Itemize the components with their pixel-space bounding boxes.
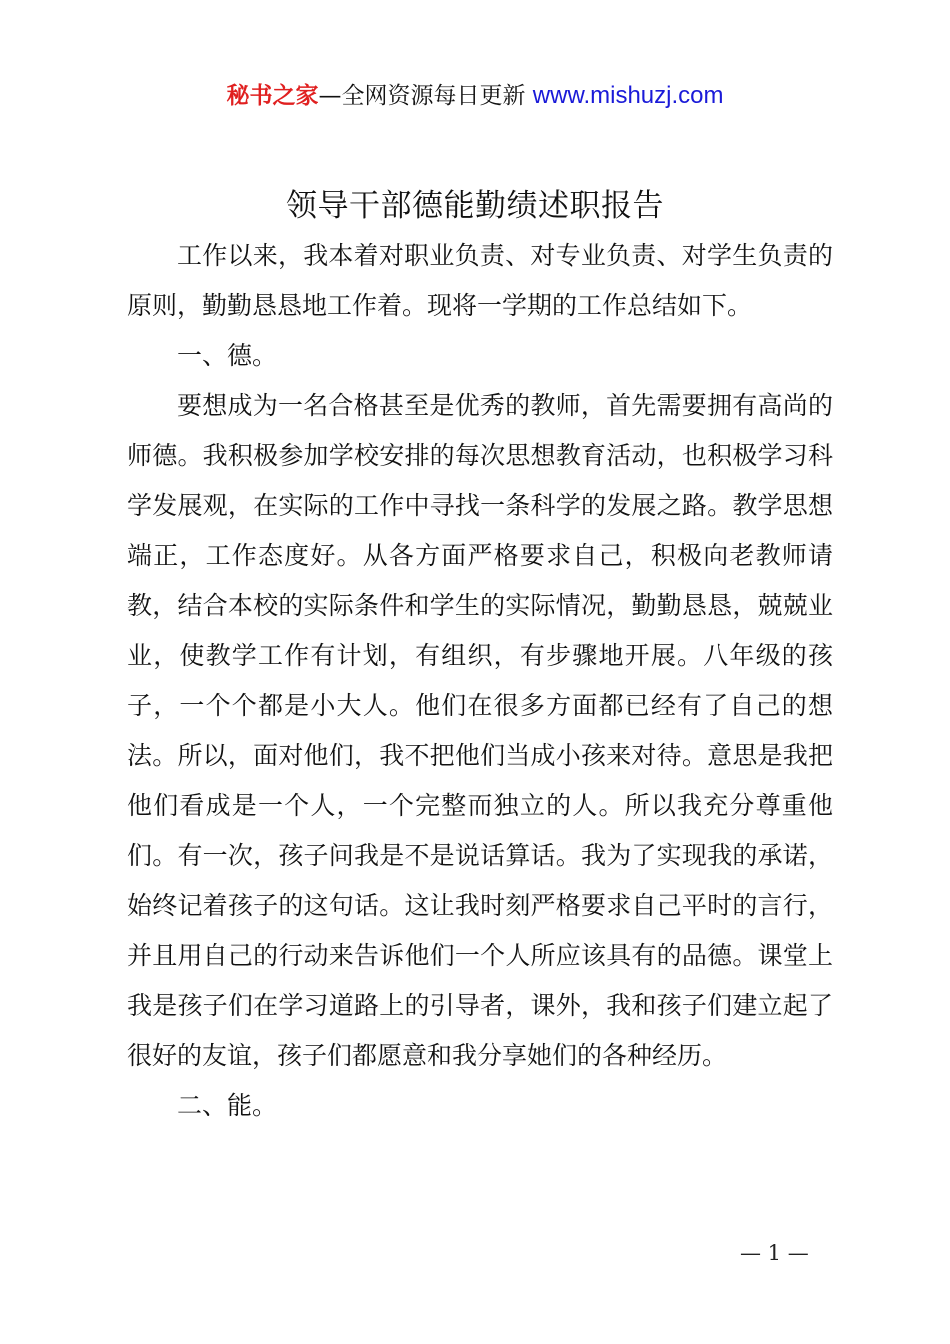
site-header (0, 78, 950, 114)
site-brand: 秘书之家 (226, 83, 319, 109)
site-url[interactable]: www.mishuzj.com (532, 82, 724, 109)
de-paragraph: 要想成为一名合格甚至是优秀的教师，首先需要拥有高尚的师德。我积极参加学校安排的每次思想教育活动，也积极学习科学发展观，在实际的工作中寻找一条科学的发展之路。教学思想端正，工作态度好。从各方面严格要求自己，积极向老教师请教，结合本校的实际条件和学生的实际情况，勤勤恳恳，兢兢业业，使教学工作有计划，有组织，有步骤地开展。八年级的孩子，一个个都是小大人。他们在很多方面都已经有了自己的想法。所以，面对他们，我不把他们当成小孩来对待。意思是我把他们看成是一个人，一个完整而独立的人。所以我充分尊重他们。有一次，孩子问我是不是说话算话。我为了实现我的承诺，始终记着孩子的这句话。这让我时刻严格要求自己平时的言行，并且用自己的行动来告诉他们一个人所应该具有的品德。课堂上我是孩子们在学习道路上的引导者，课外，我和孩子们建立起了很好的友谊，孩子们都愿意和我分享她们的各种经历。 (127, 391, 833, 1070)
document-title: 领导干部德能勤绩述职报告 (286, 188, 664, 224)
document-body (127, 231, 833, 1131)
section-heading-de: 一、德。 (177, 341, 278, 370)
page-number: — 1 — (740, 1241, 809, 1265)
section-heading-neng: 二、能。 (177, 1091, 278, 1120)
site-slogan: —全网资源每日更新 (318, 83, 526, 109)
intro-paragraph: 工作以来，我本着对职业负责、对专业负责、对学生负责的原则，勤勤恳恳地工作着。现将一学期的工作总结如下。 (127, 241, 833, 320)
